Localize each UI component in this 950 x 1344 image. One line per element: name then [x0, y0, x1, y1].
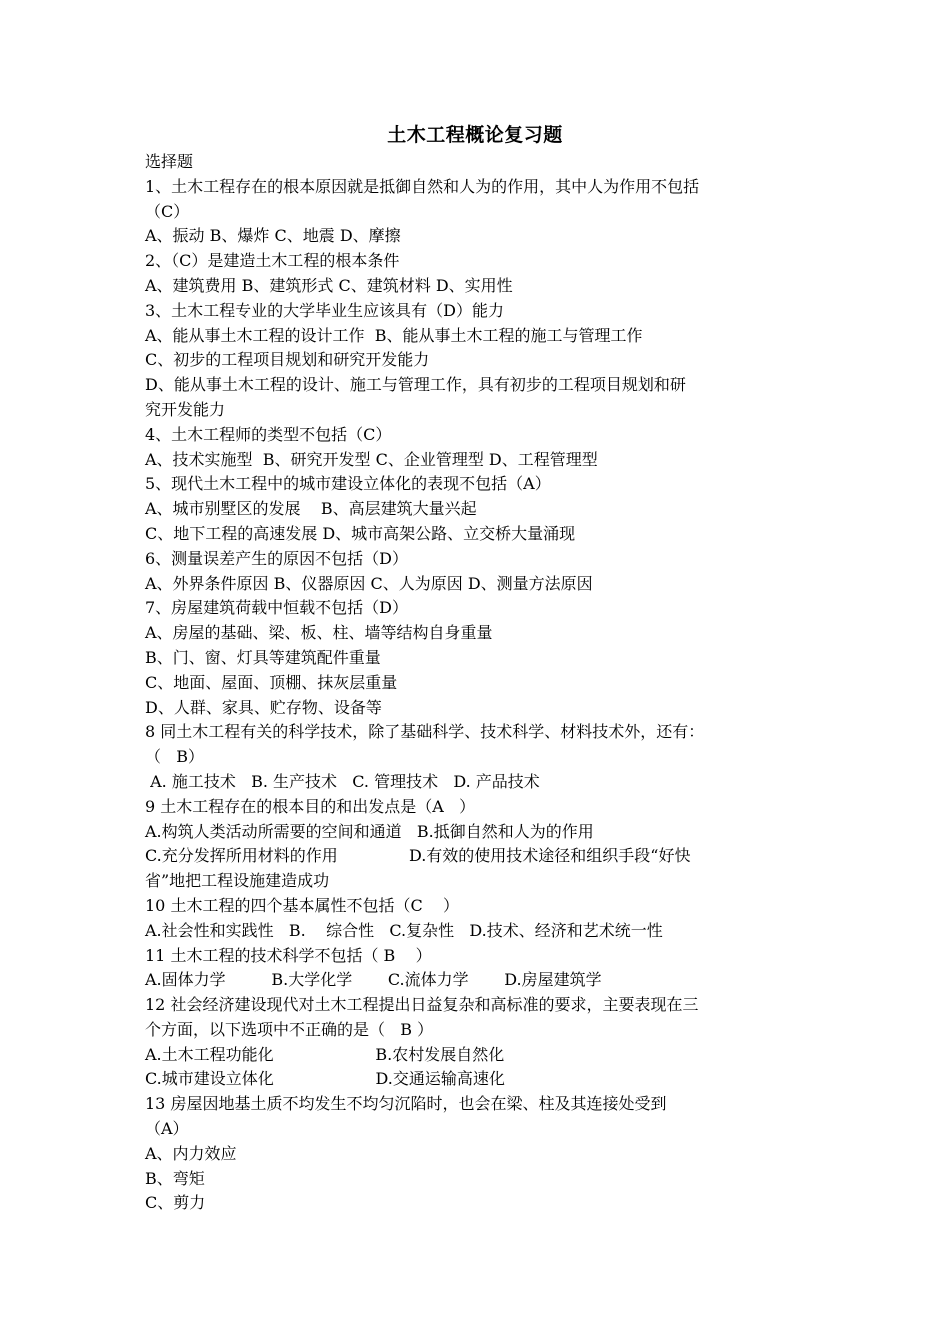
text-line: 10 土木工程的四个基本属性不包括（C ）: [145, 895, 460, 915]
text-line: A.社会性和实践性 B. 综合性 C.复杂性 D.技术、经济和艺术统一性: [145, 920, 663, 940]
text-line: C、地面、屋面、顶棚、抹灰层重量: [145, 672, 398, 692]
text-line: 12 社会经济建设现代对土木工程提出日益复杂和高标准的要求，主要表现在三: [145, 995, 699, 1015]
text-line: 选择题: [145, 152, 194, 171]
text-line: 3、土木工程专业的大学毕业生应该具有（D）能力: [145, 300, 505, 320]
text-line: A、城市别墅区的发展 B、高层建筑大量兴起: [145, 499, 477, 519]
text-line: A、建筑费用 B、建筑形式 C、建筑材料 D、实用性: [145, 275, 513, 295]
text-line: 2、（C）是建造土木工程的根本条件: [145, 251, 400, 271]
text-line: 5、现代土木工程中的城市建设立体化的表现不包括（A）: [145, 474, 551, 494]
text-line: （C）: [145, 201, 190, 221]
text-line: A、房屋的基础、梁、板、柱、墙等结构自身重量: [145, 623, 493, 643]
text-line: A、振动 B、爆炸 C、地震 D、摩擦: [145, 226, 401, 246]
text-line: 7、房屋建筑荷载中恒载不包括（D）: [145, 598, 409, 618]
text-line: C、地下工程的高速发展 D、城市高架公路、立交桥大量涌现: [145, 523, 576, 543]
text-line: A、能从事土木工程的设计工作 B、能从事土木工程的施工与管理工作: [145, 325, 643, 345]
text-line: 13 房屋因地基土质不均发生不均匀沉陷时，也会在梁、柱及其连接处受到: [145, 1094, 667, 1114]
text-line: C.充分发挥所用材料的作用 D.有效的使用技术途径和组织手段“好快: [145, 846, 691, 866]
text-line: A.构筑人类活动所需要的空间和通道 B.抵御自然和人为的作用: [145, 821, 594, 841]
text-line: B、门、窗、灯具等建筑配件重量: [145, 647, 381, 667]
text-line: C.城市建设立体化 D.交通运输高速化: [145, 1069, 505, 1089]
text-line: 9 土木工程存在的根本目的和出发点是（A ）: [145, 796, 476, 816]
text-line: 8 同土木工程有关的科学技术，除了基础科学、技术科学、材料技术外，还有：: [145, 722, 705, 742]
text-line: D、能从事土木工程的设计、施工与管理工作，具有初步的工程项目规划和研: [145, 375, 686, 395]
text-line: A、技术实施型 B、研究开发型 C、企业管理型 D、工程管理型: [145, 449, 598, 469]
text-line: C、初步的工程项目规划和研究开发能力: [145, 350, 430, 370]
text-line: 1、土木工程存在的根本原因就是抵御自然和人为的作用，其中人为作用不包括: [145, 176, 700, 196]
text-line: 11 土木工程的技术科学不包括（ B ）: [145, 945, 432, 965]
text-line: A、外界条件原因 B、仪器原因 C、人为原因 D、测量方法原因: [145, 573, 593, 593]
text-line: A、内力效应: [145, 1143, 237, 1163]
text-line: 4、土木工程师的类型不包括（C）: [145, 424, 392, 444]
text-line: D、人群、家具、贮存物、设备等: [145, 697, 382, 717]
text-line: 省”地把工程设施建造成功: [145, 871, 330, 891]
text-line: A. 施工技术 B. 生产技术 C. 管理技术 D. 产品技术: [145, 771, 540, 791]
text-line: C、剪力: [145, 1193, 206, 1213]
text-line: 个方面，以下选项中不正确的是（ B ）: [145, 1019, 434, 1039]
text-line: （ B）: [145, 747, 205, 767]
text-line: B、弯矩: [145, 1168, 205, 1188]
document-body: [145, 150, 825, 1216]
text-line: A.固体力学 B.大学化学 C.流体力学 D.房屋建筑学: [145, 970, 602, 990]
text-line: （A）: [145, 1119, 189, 1139]
text-line: A.土木工程功能化 B.农村发展自然化: [145, 1044, 505, 1064]
text-line: 究开发能力: [145, 399, 226, 419]
text-line: 6、测量误差产生的原因不包括（D）: [145, 548, 409, 568]
document-title: 土木工程概论复习题: [387, 124, 563, 146]
